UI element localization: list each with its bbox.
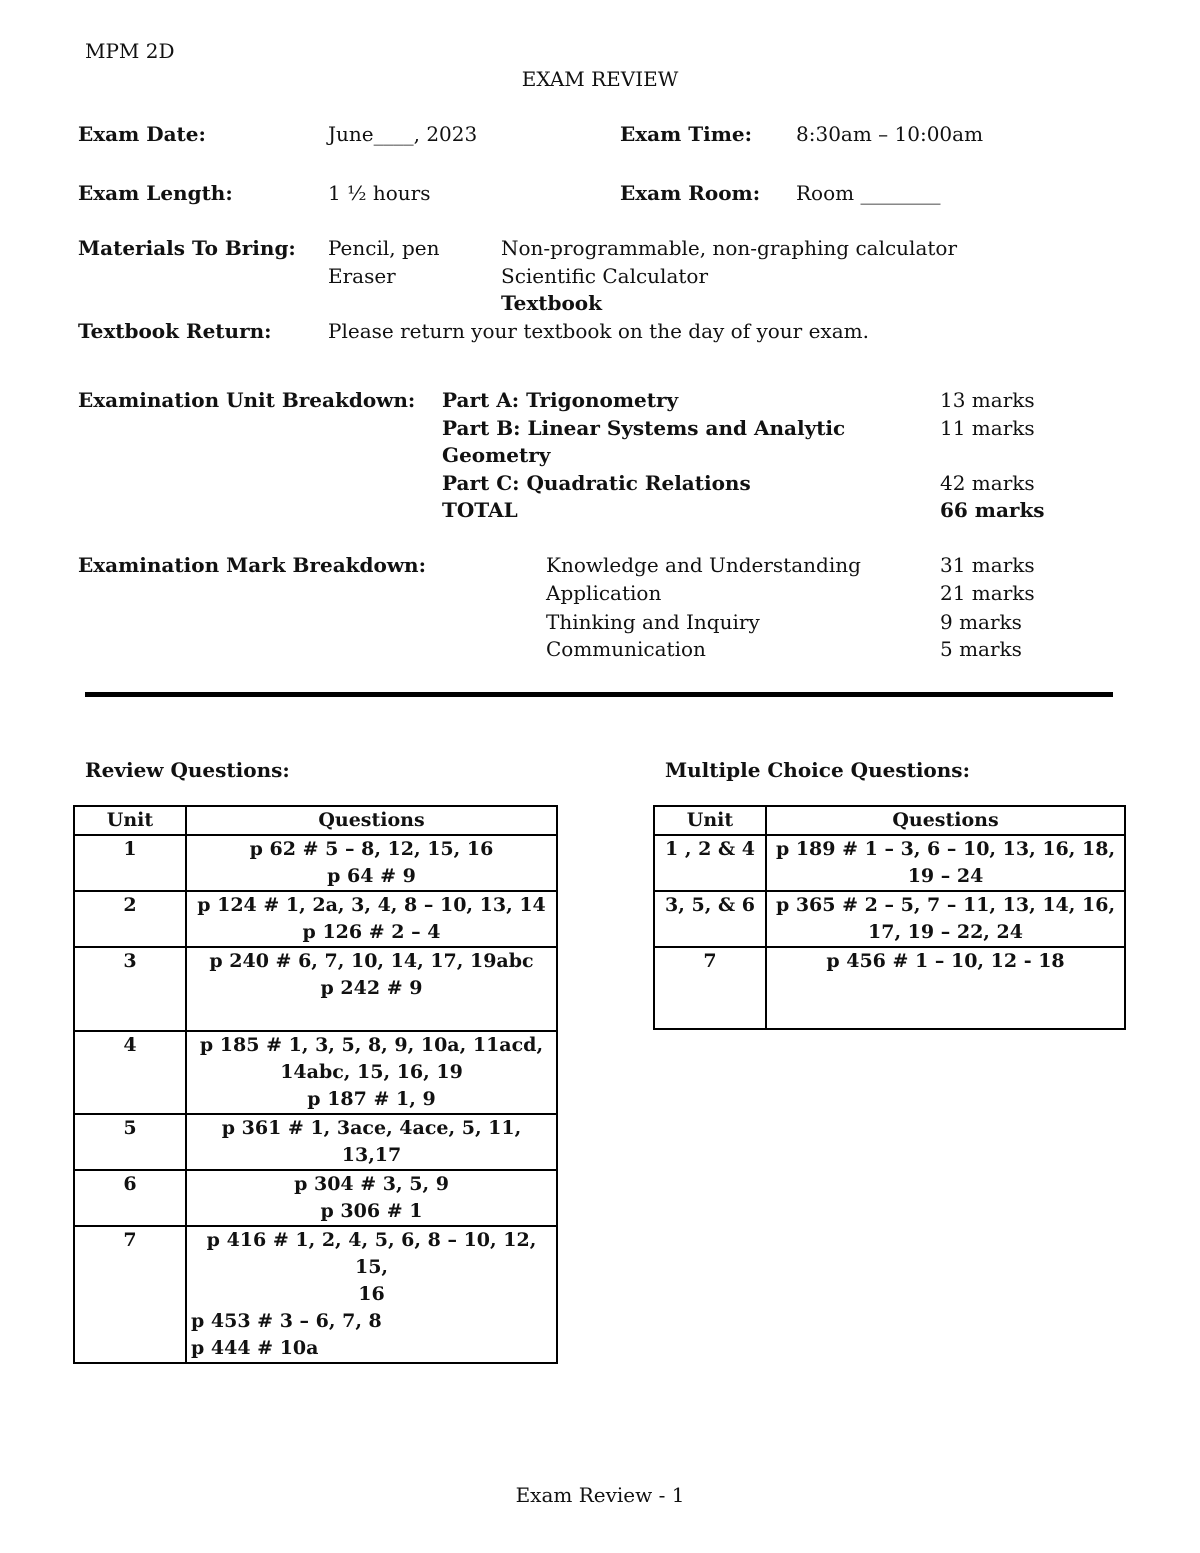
unit-part-b-cont: Geometry: [442, 443, 551, 467]
review-table: [73, 805, 558, 1364]
material-scientific-calculator: Scientific Calculator: [501, 264, 709, 288]
question-line: p 444 # 10a: [191, 1337, 319, 1359]
unit-part-a: Part A: Trigonometry: [442, 388, 679, 412]
review-heading: Review Questions:: [85, 758, 290, 782]
questions-cell: [186, 1226, 557, 1363]
material-pencil-pen: Pencil, pen: [328, 236, 440, 260]
question-line: p 304 # 3, 5, 9: [294, 1173, 449, 1195]
unit-breakdown-label: Examination Unit Breakdown:: [78, 388, 416, 412]
unit-total: TOTAL: [442, 498, 518, 522]
course-code: MPM 2D: [85, 39, 175, 63]
unit-cell: 1: [74, 835, 186, 891]
page-title: EXAM REVIEW: [521, 67, 679, 91]
unit-cell: 3: [74, 947, 186, 1031]
questions-cell: [186, 1170, 557, 1226]
mark-application-marks: 21 marks: [940, 581, 1035, 605]
questions-cell: [766, 835, 1125, 891]
question-line: p 64 # 9: [327, 865, 416, 887]
question-line: p 189 # 1 – 3, 6 – 10, 13, 16, 18,: [775, 838, 1116, 860]
col-questions: Questions: [766, 806, 1125, 835]
question-line: p 453 # 3 – 6, 7, 8: [191, 1310, 382, 1332]
question-line: p 365 # 2 – 5, 7 – 11, 13, 14, 16,: [775, 894, 1116, 916]
exam-length-label: Exam Length:: [78, 181, 233, 205]
question-line: 17, 19 – 22, 24: [868, 921, 1023, 943]
exam-time-value: 8:30am – 10:00am: [796, 122, 984, 146]
unit-cell: 3, 5, & 6: [654, 891, 766, 947]
table-header-row: [654, 806, 1125, 835]
unit-cell: 1 , 2 & 4: [654, 835, 766, 891]
unit-cell: 5: [74, 1114, 186, 1170]
mark-knowledge-marks: 31 marks: [940, 553, 1035, 577]
question-line: p 456 # 1 – 10, 12 - 18: [826, 950, 1065, 972]
exam-date-value: June____, 2023: [328, 122, 478, 146]
questions-cell: [186, 1114, 557, 1170]
mc-heading: Multiple Choice Questions:: [665, 758, 970, 782]
table-row: [74, 947, 557, 1031]
table-row: [74, 1114, 557, 1170]
materials-label: Materials To Bring:: [78, 236, 296, 260]
question-line: p 306 # 1: [320, 1200, 423, 1222]
questions-cell: [766, 891, 1125, 947]
mark-communication: Communication: [546, 637, 706, 661]
question-line: p 240 # 6, 7, 10, 14, 17, 19abc: [209, 950, 534, 972]
mark-thinking-marks: 9 marks: [940, 610, 1022, 634]
exam-room-label: Exam Room:: [620, 181, 761, 205]
mark-breakdown-label: Examination Mark Breakdown:: [78, 553, 426, 577]
unit-part-b-marks: 11 marks: [940, 416, 1035, 440]
mc-table: [653, 805, 1126, 1030]
question-line: p 62 # 5 – 8, 12, 15, 16: [249, 838, 494, 860]
question-line: p 185 # 1, 3, 5, 8, 9, 10a, 11acd,: [199, 1034, 544, 1056]
question-line: p 124 # 1, 2a, 3, 4, 8 – 10, 13, 14: [197, 894, 546, 916]
question-line: p 416 # 1, 2, 4, 5, 6, 8 – 10, 12, 15,: [206, 1229, 537, 1278]
unit-cell: 7: [74, 1226, 186, 1363]
unit-cell: 7: [654, 947, 766, 1029]
col-questions: Questions: [186, 806, 557, 835]
exam-room-value: Room ________: [796, 181, 941, 205]
questions-cell: [766, 947, 1125, 1029]
questions-cell: [186, 835, 557, 891]
exam-date-label: Exam Date:: [78, 122, 206, 146]
question-line: p 187 # 1, 9: [307, 1088, 436, 1110]
exam-time-label: Exam Time:: [620, 122, 753, 146]
question-line: 19 – 24: [907, 865, 984, 887]
table-row: [74, 835, 557, 891]
table-row: [654, 891, 1125, 947]
questions-cell: [186, 891, 557, 947]
mark-knowledge: Knowledge and Understanding: [546, 553, 861, 577]
mark-application: Application: [546, 581, 662, 605]
question-line: 14abc, 15, 16, 19: [280, 1061, 463, 1083]
mark-thinking: Thinking and Inquiry: [546, 610, 760, 634]
unit-cell: 6: [74, 1170, 186, 1226]
unit-part-c: Part C: Quadratic Relations: [442, 471, 751, 495]
col-unit: Unit: [654, 806, 766, 835]
material-eraser: Eraser: [328, 264, 396, 288]
exam-length-value: 1 ½ hours: [328, 181, 431, 205]
table-row: [74, 1226, 557, 1363]
table-header-row: [74, 806, 557, 835]
section-divider: [85, 692, 1113, 697]
table-row: [74, 1031, 557, 1114]
unit-total-marks: 66 marks: [940, 498, 1045, 522]
table-row: [74, 1170, 557, 1226]
textbook-return-label: Textbook Return:: [78, 319, 272, 343]
unit-part-b: Part B: Linear Systems and Analytic: [442, 416, 846, 440]
col-unit: Unit: [74, 806, 186, 835]
material-calculator: Non-programmable, non-graphing calculator: [501, 236, 958, 260]
questions-cell: [186, 1031, 557, 1114]
page-footer: Exam Review - 1: [515, 1483, 685, 1507]
textbook-return-value: Please return your textbook on the day of your exam.: [328, 319, 869, 343]
table-row: [74, 891, 557, 947]
unit-part-a-marks: 13 marks: [940, 388, 1035, 412]
unit-cell: 2: [74, 891, 186, 947]
question-line: p 361 # 1, 3ace, 4ace, 5, 11, 13,17: [221, 1117, 522, 1166]
table-row: [654, 835, 1125, 891]
question-line: p 126 # 2 – 4: [302, 921, 441, 943]
mark-communication-marks: 5 marks: [940, 637, 1022, 661]
questions-cell: [186, 947, 557, 1031]
question-line: p 242 # 9: [320, 977, 423, 999]
unit-part-c-marks: 42 marks: [940, 471, 1035, 495]
question-line: 16: [358, 1283, 385, 1305]
material-textbook: Textbook: [501, 291, 602, 315]
unit-cell: 4: [74, 1031, 186, 1114]
table-row: [654, 947, 1125, 1029]
